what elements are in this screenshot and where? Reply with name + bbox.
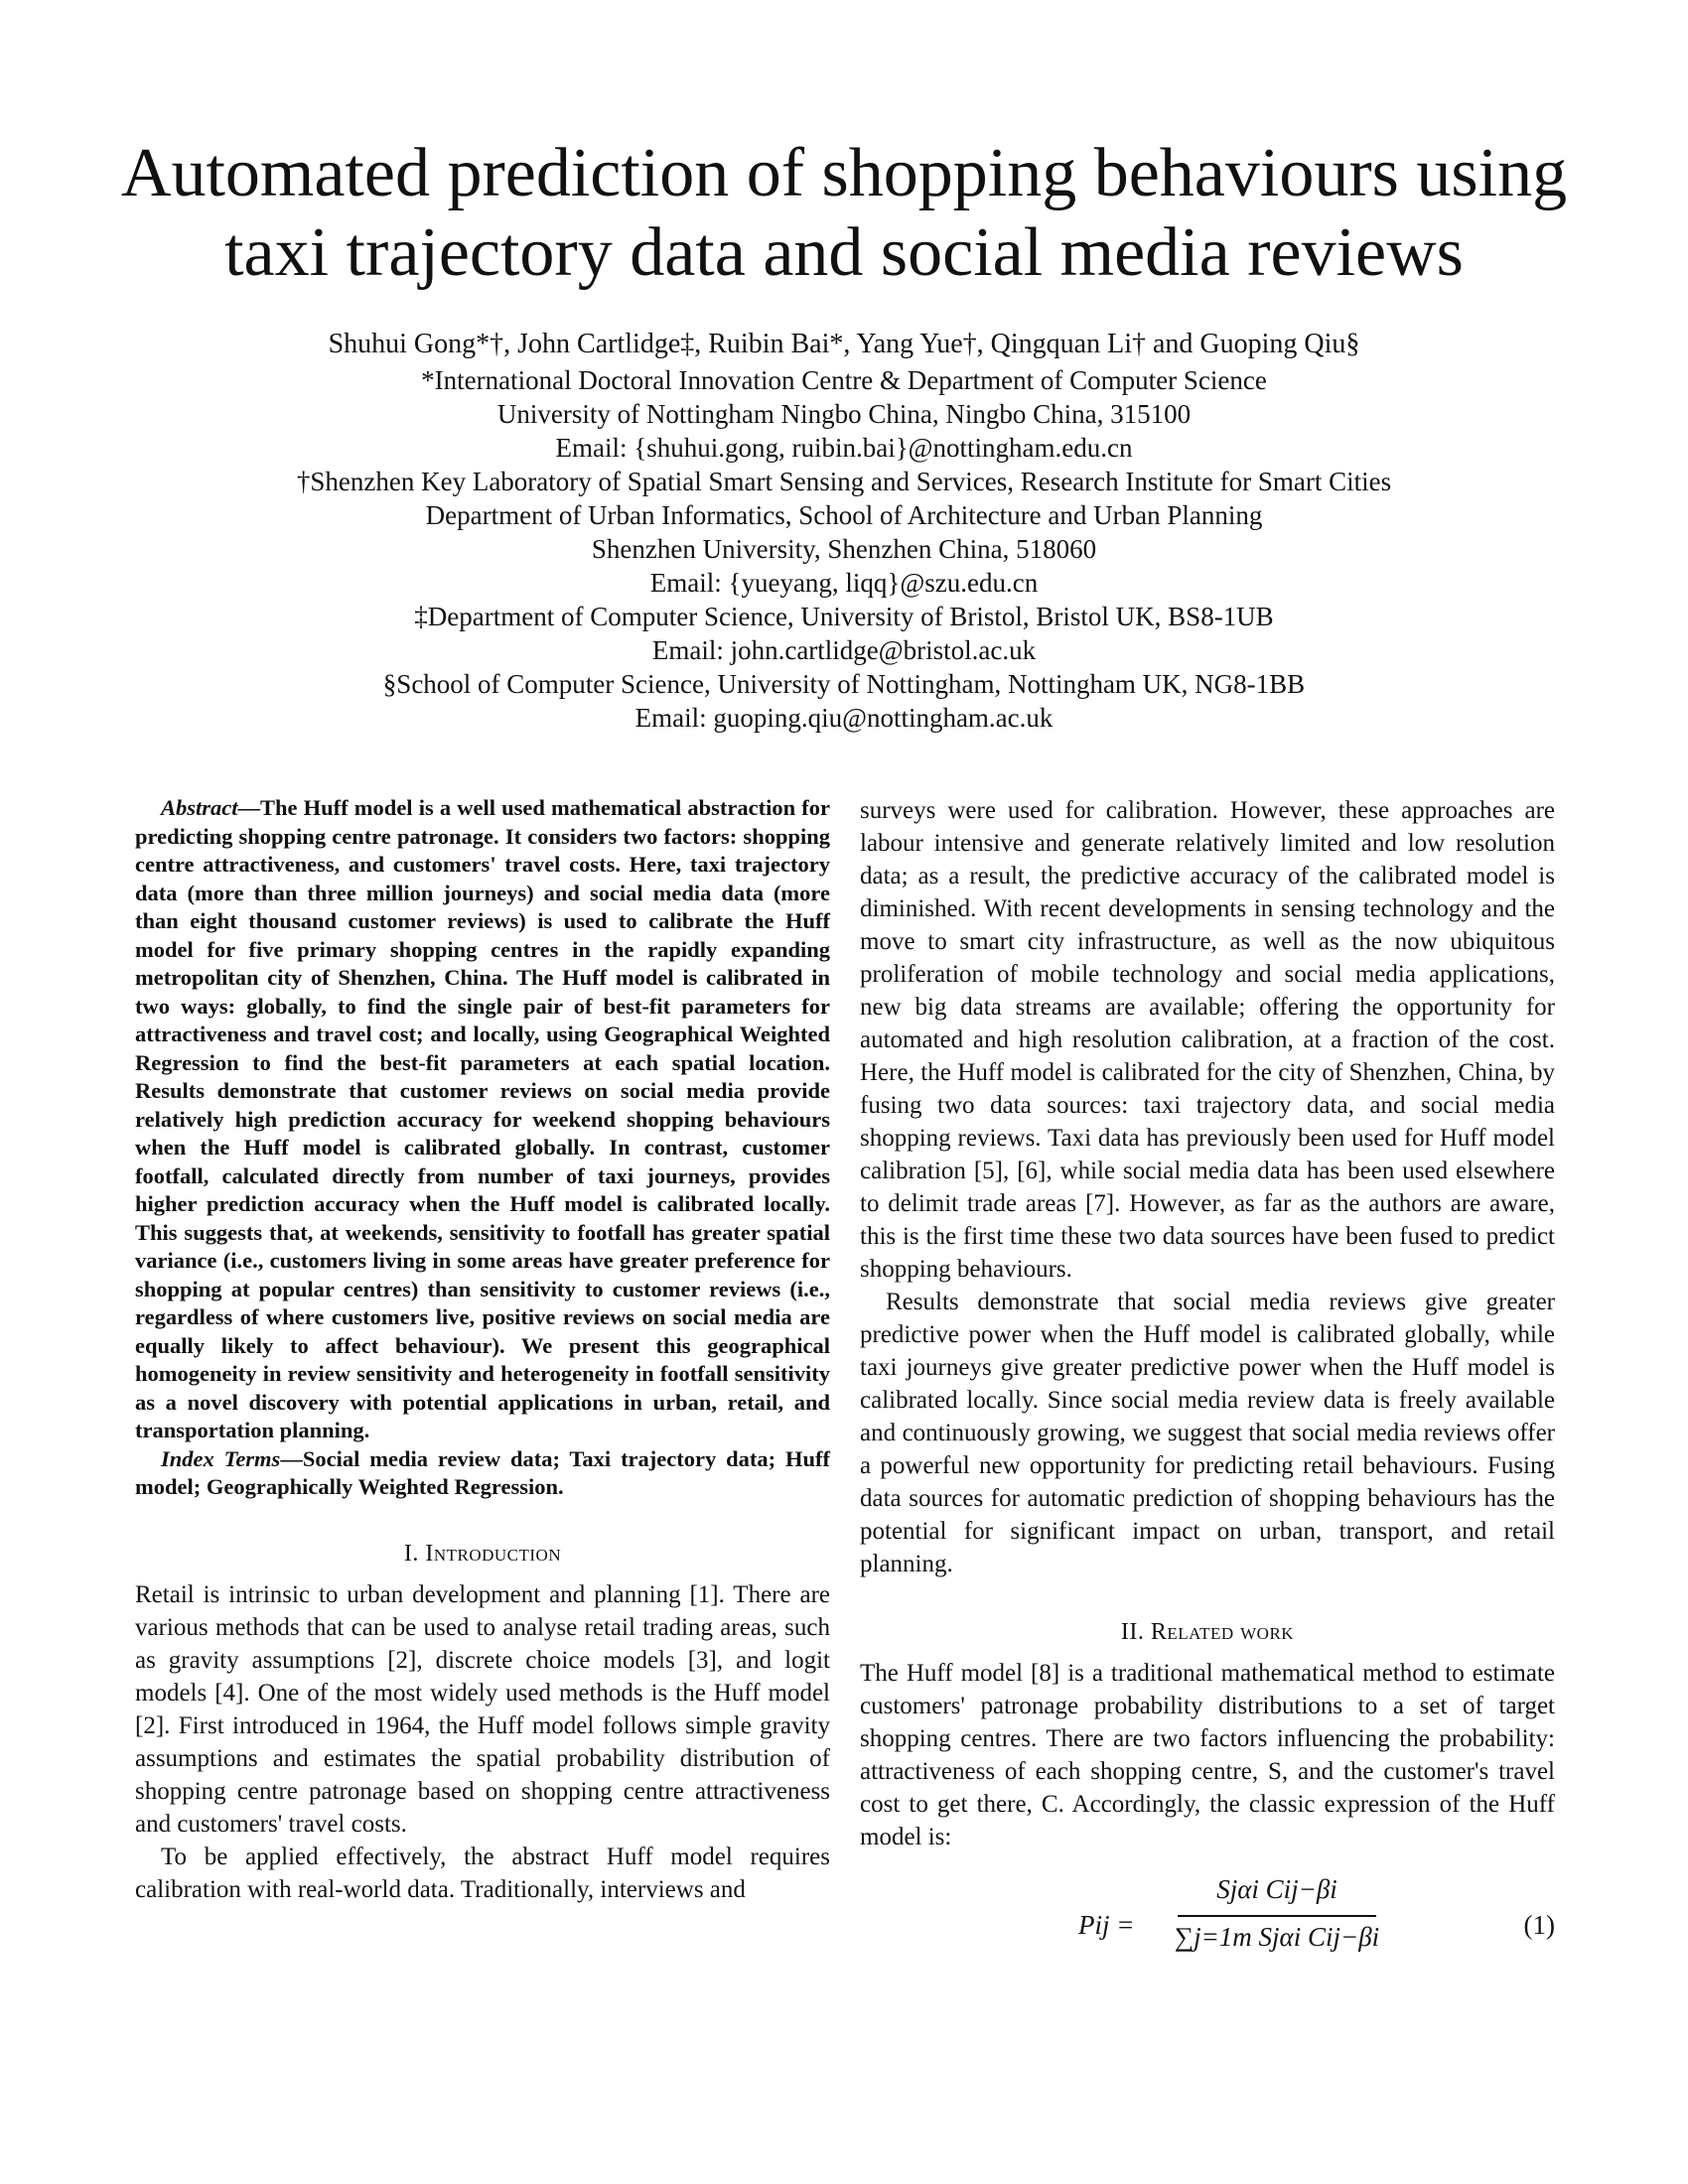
section-heading-introduction: I. Introduction bbox=[403, 1540, 562, 1567]
affiliation-line: †Shenzhen Key Laboratory of Spatial Smart Sensing and Services, Research Institute for Smart Cities bbox=[296, 467, 1392, 496]
equation-1 bbox=[860, 1873, 1555, 1982]
left-column bbox=[135, 794, 830, 1906]
section-heading-related-work: II. Related work bbox=[1120, 1619, 1295, 1645]
fraction-bar bbox=[1178, 1915, 1376, 1917]
author-block bbox=[99, 328, 1589, 735]
author-names: Shuhui Gong*†, John Cartlidge‡, Ruibin Bai*, Yang Yue†, Qingquan Li† and Guoping Qiu§ bbox=[328, 329, 1360, 359]
related-paragraph-1: The Huff model [8] is a traditional mathematical method to estimate customers' patronage probability distributions to a set of target shopping centres. There are two factors influencing the probability: attractiveness of each shopping centre, S, and the customer's travel cost to get there, C. Accordingly, the classic expression of the Huff model is: bbox=[860, 1660, 1555, 1850]
affiliation-line: Department of Urban Informatics, School of Architecture and Urban Planning bbox=[425, 500, 1263, 530]
index-terms bbox=[135, 1445, 830, 1502]
affiliation-email: Email: {shuhui.gong, ruibin.bai}@nottingham.edu.cn bbox=[555, 433, 1133, 463]
equation-lhs: Pij = bbox=[1078, 1910, 1135, 1940]
affiliation-line: ‡Department of Computer Science, University of Bristol, Bristol UK, BS8-1UB bbox=[414, 602, 1274, 631]
affiliation-email: Email: {yueyang, liqq}@szu.edu.cn bbox=[649, 568, 1039, 598]
intro-paragraph-1: Retail is intrinsic to urban development and planning [1]. There are various methods that can be used to analyse retail trading areas, such as gravity assumptions [2], discrete choice models [3], and logit models [4]. One of the most widely used methods is the Huff model [2]. First introduced in 1964, the Huff model follows simple gravity assumptions and estimates the spatial probability distribution of shopping centre patronage based on shopping centre attractiveness and customers' travel costs. bbox=[135, 1580, 830, 1838]
equation-numerator: Sjαi Cij−βi bbox=[1216, 1874, 1337, 1904]
affiliation-line: University of Nottingham Ningbo China, Ningbo China, 315100 bbox=[496, 399, 1192, 429]
title-line-1: Automated prediction of shopping behaviours using bbox=[120, 135, 1568, 211]
right-column bbox=[860, 794, 1555, 1982]
equation-number: (1) bbox=[1523, 1910, 1555, 1940]
index-terms-lead: Index Terms bbox=[161, 1445, 281, 1471]
abstract-lead: Abstract bbox=[161, 795, 238, 820]
affiliation-line: §School of Computer Science, University of Nottingham, Nottingham UK, NG8-1BB bbox=[382, 669, 1306, 699]
index-terms-text: —Social media review data; Taxi trajectory data; Huff model; Geographically Weighted Regression. bbox=[135, 1445, 831, 1499]
affiliation-email: Email: guoping.qiu@nottingham.ac.uk bbox=[634, 703, 1054, 733]
affiliation-email: Email: john.cartlidge@bristol.ac.uk bbox=[651, 635, 1037, 665]
paper-title bbox=[99, 134, 1589, 293]
title-line-2: taxi trajectory data and social media reviews bbox=[224, 214, 1464, 291]
intro-paragraph-4: Results demonstrate that social media reviews give greater predictive power when the Huff model is calibrated globally, while taxi journeys give greater predictive power when the Huff model is calibrated locally. Since social media review data is freely available and continuously growing, we suggest that social media reviews offer a powerful new opportunity for predicting retail behaviours. Fusing data sources for automatic prediction of shopping behaviours has the potential for significant impact on urban, transport, and retail planning. bbox=[860, 1289, 1555, 1577]
intro-paragraph-2: To be applied effectively, the abstract Huff model requires calibration with real-world data. Traditionally, interviews and bbox=[135, 1843, 830, 1903]
affiliation-line: Shenzhen University, Shenzhen China, 518060 bbox=[591, 534, 1097, 564]
equation-denominator: ∑j=1m Sjαi Cij−βi bbox=[1174, 1922, 1380, 1952]
intro-paragraph-3: surveys were used for calibration. However, these approaches are labour intensive and generate relatively limited and low resolution data; as a result, the predictive accuracy of the calibrated model is diminished. With recent developments in sensing technology and the move to smart city infrastructure, as well as the now ubiquitous proliferation of mobile technology and social media applications, new big data streams are available; offering the opportunity for automated and high resolution calibration, at a fraction of the cost. Here, the Huff model is calibrated for the city of Shenzhen, China, by fusing two data sources: taxi trajectory data, and social media shopping reviews. Taxi data has previously been used for Huff model calibration [5], [6], while social media data has been used elsewhere to delimit trade areas [7]. However, as far as the authors are aware, this is the first time these two data sources have been fused to predict shopping behaviours. bbox=[860, 797, 1555, 1283]
abstract-text: —The Huff model is a well used mathematical abstraction for predicting shopping centre patronage. It considers two factors: shopping centre attractiveness, and customers' travel costs. Here, taxi trajectory data (more than three million journeys) and social media data (more than eight thousand customer reviews) is used to calibrate the Huff model for five primary shopping centres in the rapidly expanding metropolitan city of Shenzhen, China. The Huff model is calibrated in two ways: globally, to find the single pair of best-fit parameters for attractiveness and travel cost; and locally, using Geographical Weighted Regression to find the best-fit parameters at each spatial location. Results demonstrate that customer reviews on social media provide relatively high prediction accuracy for weekend shopping behaviours when the Huff model is calibrated globally. In contrast, customer footfall, calculated directly from number of taxi journeys, provides higher prediction accuracy when the Huff model is calibrated locally. This suggests that, at weekends, sensitivity to footfall has greater spatial variance (i.e., customers living in some areas have greater preference for shopping at popular centres) than sensitivity to customer reviews (i.e., regardless of where customers live, positive reviews on social media are equally likely to affect behaviour). We present this geographical homogeneity in review sensitivity and heterogeneity in footfall sensitivity as a novel discovery with potential applications in urban, retail, and transportation planning. bbox=[135, 795, 830, 1442]
abstract bbox=[135, 794, 830, 1445]
affiliation-line: *International Doctoral Innovation Centre & Department of Computer Science bbox=[421, 365, 1267, 395]
